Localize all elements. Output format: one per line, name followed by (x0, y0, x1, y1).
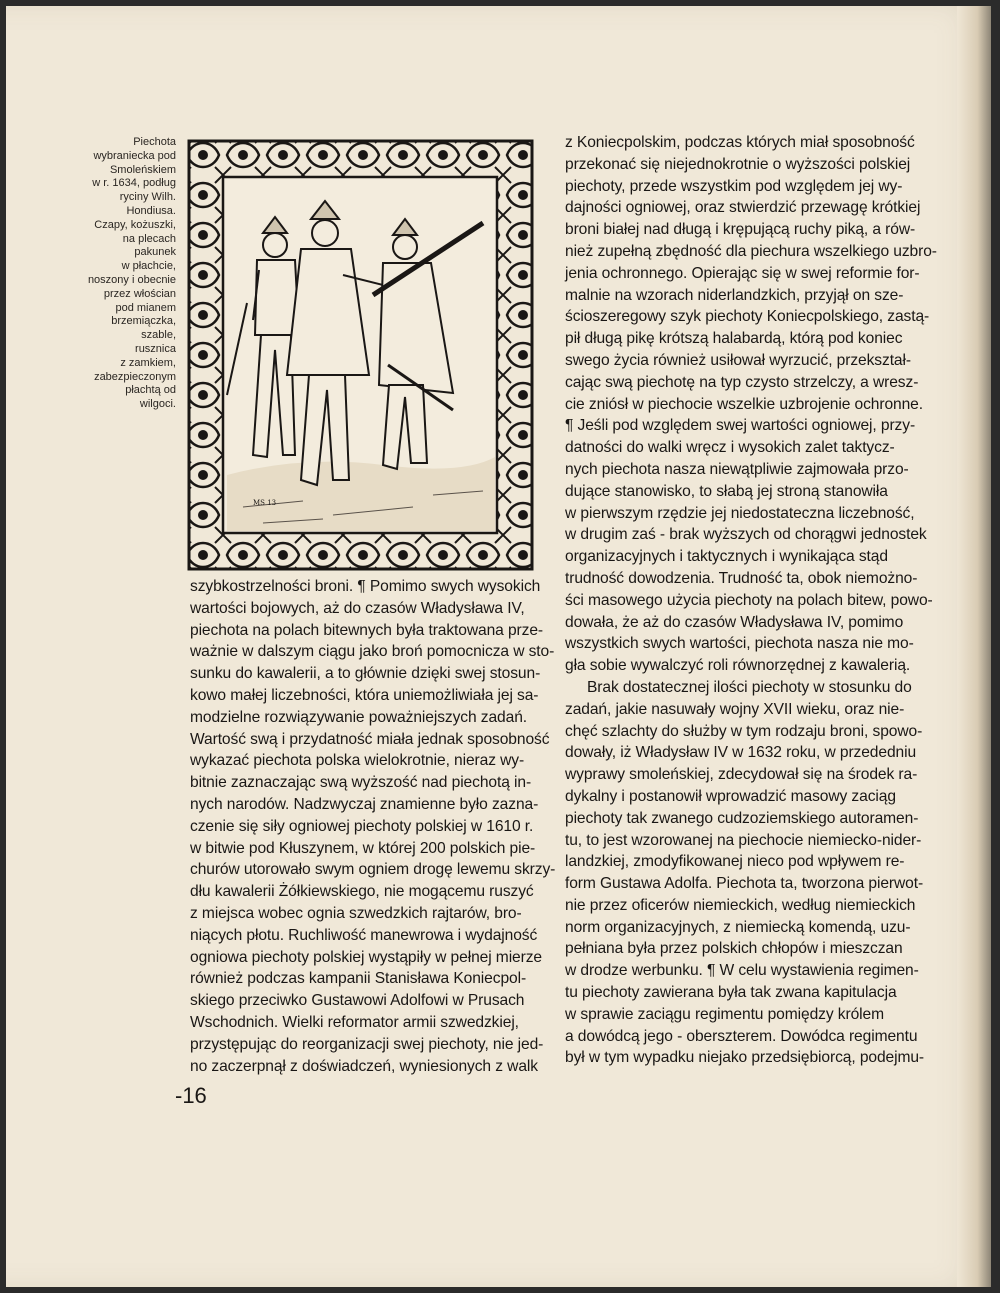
text-line: szybkostrzelności broni. ¶ Pomimo swych wysokich (190, 578, 541, 595)
text-line: w drodze werbunku. ¶ W celu wystawienia regimen- (565, 962, 919, 980)
text-line: dłu kawalerii Żółkiewskiego, nie mogącemu ruszyć (190, 883, 534, 901)
caption-line: płachtą od (125, 384, 176, 397)
caption-line: noszony i obecnie (87, 273, 176, 286)
figure-caption (62, 136, 176, 412)
text-line: ¶ Jeśli pod względem swej wartości ogniowej, przy- (565, 417, 916, 435)
text-line: sunku do kawalerii, a to głównie dzięki swej stosun- (190, 665, 541, 683)
caption-line: brzemiączka, (111, 315, 176, 328)
text-column-left (190, 576, 556, 1077)
text-line: landzkiej, zmodyfikowanej nieco pod wpływem re- (565, 853, 905, 871)
text-line: przekonać się niejednokrotnie o wyższości polskiej (565, 155, 911, 173)
page-number: -16 (175, 1083, 207, 1108)
text-line: norm organizacyjnych, z niemiecką komendą, uzu- (565, 918, 911, 936)
caption-line: wybraniecka pod (93, 149, 176, 162)
text-line: a dowódcą jego - oberszterem. Dowódca regimentu (565, 1027, 918, 1045)
text-line: w sprawie zaciągu regimentu pomiędzy królem (565, 1005, 884, 1023)
text-line: nych piechota nasza niewątpliwie zajmowała przo- (565, 460, 909, 478)
caption-line: ryciny Wilh. (119, 191, 176, 204)
caption-line: zabezpieczonym (94, 370, 176, 383)
text-line: jenia ochronnego. Opierając się w swej reformie for- (565, 264, 920, 282)
text-line: nie przez oficerów niemieckich, według niemieckich (565, 896, 916, 914)
text-line: piechoty, przede wszystkim pod względem jej wy- (565, 177, 903, 195)
text-line: nież zupełną zbędność dla piechura wszelkiego uzbro- (565, 242, 937, 260)
caption-line: w r. 1634, podług (92, 177, 176, 190)
text-line: ści masowego użycia piechoty na polach bitew, powo- (565, 591, 933, 609)
text-line: wykazać piechota polska wielokrotnie, nieraz wy- (190, 752, 525, 770)
text-line: w pierwszym rzędzie jej niedostateczna liczebność, (565, 504, 915, 522)
text-line: w drugim zaś - brak wyższych od chorągwi jednostek (565, 526, 927, 544)
caption-line: w płachcie, (121, 260, 176, 273)
text-line: organizacyjnych i taktycznych i wynikająca stąd (565, 548, 888, 566)
text-line: wartości bojowych, aż do czasów Władysława IV, (190, 599, 525, 617)
text-line: Wartość swą i przydatność miała jednak sposobność (190, 730, 550, 748)
caption-line: rusznica (135, 342, 176, 355)
caption-line: Piechota (133, 136, 176, 148)
text-line: bitnie zaznaczając swą wyższość nad piechotą in- (190, 774, 532, 792)
text-line: ścioszeregowy szyk piechoty Koniecpolskiego, zastą- (565, 308, 930, 326)
text-line: piechota na polach bitewnych była traktowana prze- (190, 621, 544, 639)
text-line: piechoty tak zwanego cudzoziemskiego autoramen- (565, 809, 919, 827)
text-column-right (565, 132, 937, 1069)
caption-line: pod mianem (115, 301, 176, 314)
caption-line: Hondiusa. (126, 204, 176, 217)
illustration-svg (183, 135, 538, 575)
caption-line: wilgoci. (139, 398, 176, 411)
caption-line: przez włościan (103, 287, 176, 300)
text-line: swego życia również usiłował wyrzucić, przekształ- (565, 351, 911, 369)
text-line: chęć szlachty do służby w tym rodzaju broni, spowo- (565, 722, 923, 740)
text-line: dujące stanowisko, to słabą jej stroną stanowiła (565, 482, 888, 500)
caption-line: na plecach (122, 232, 176, 245)
text-line: cając swą piechotę na typ czysto strzelczy, a wresz- (565, 373, 919, 391)
text-line: gła sobie wywalczyć roli równorzędnej z kawalerią. (565, 657, 911, 675)
text-line: dowały, iż Władysław IV w 1632 roku, w przededniu (565, 744, 917, 762)
text-line: form Gustawa Adolfa. Piechota ta, tworzona pierwot- (565, 875, 924, 893)
text-line: nych narodów. Nadzwyczaj znamienne było zazna- (190, 795, 539, 813)
text-line: pełniana była przez polskich chłopów i mieszczan (565, 940, 903, 958)
woodcut-illustration (183, 135, 538, 575)
caption-line: Smoleńskiem (109, 163, 176, 176)
text-line: pił długą pikę krótszą halabardą, którą pod koniec (565, 330, 903, 348)
text-line: modzielne rozwiązywanie poważniejszych zadań. (190, 708, 528, 726)
text-line: był w tym wypadku niejako przedsiębiorcą, podejmu- (565, 1049, 925, 1067)
text-line: cie zniósł w piechocie wszelkie uzbrojenie ochronne. (565, 395, 923, 413)
illustration-signature: MS 13 (253, 499, 277, 507)
caption-line: szable, (141, 329, 176, 342)
text-line: w bitwie pod Kłuszynem, w której 200 polskich pie- (190, 839, 536, 857)
text-line: churów utorowało swym ogniem drogę lewemu skrzy- (190, 861, 556, 879)
text-line: ogniowa piechoty polskiej wystąpiły w pełnej mierze (190, 948, 542, 966)
text-line: dykalny i postanowił wprowadzić masowy zaciąg (565, 787, 896, 805)
text-line: skiego przeciwko Gustawowi Adolfowi w Prusach (190, 992, 525, 1010)
text-line: dajności ogniowej, oraz stwierdzić przewagę krótkiej (565, 199, 921, 217)
text-line: również podczas kampanii Stanisława Koniecpol- (190, 970, 527, 988)
text-line: niących płotu. Ruchliwość manewrowa i wydajność (190, 926, 538, 944)
text-line: kowo małej liczebności, która uniemożliwiała jej sa- (190, 686, 539, 704)
text-line: tu piechoty zawierana była tak zwana kapitulacja (565, 984, 897, 1002)
text-line: Brak dostatecznej ilości piechoty w stosunku do (587, 678, 912, 696)
text-line: dowała, że aż do czasów Władysława IV, pomimo (565, 613, 904, 631)
page-gutter-shadow (957, 6, 991, 1287)
text-line: zadań, jakie nasuwały wojny XVII wieku, oraz nie- (565, 700, 905, 718)
text-line: z Koniecpolskim, podczas których miał sposobność (565, 134, 915, 151)
text-line: wszystkich swych wartości, piechota nasza nie mo- (565, 635, 914, 653)
text-line: przystępując do reorganizacji swej piechoty, nie jed- (190, 1035, 544, 1053)
text-line: wyprawy smoleńskiej, zdecydował się na środek ra- (565, 766, 918, 784)
text-line: broni białej nad długą i krępującą ruchy piką, a rów- (565, 221, 916, 239)
text-line: z miejsca wobec ognia szwedzkich rajtarów, bro- (190, 904, 522, 922)
text-line: no zaczerpnął z doświadczeń, wyniesionych z walk (190, 1057, 538, 1075)
caption-line: z zamkiem, (120, 356, 176, 369)
text-line: trudność dowodzenia. Trudność ta, obok niemożno- (565, 569, 918, 587)
caption-line: pakunek (134, 246, 176, 259)
text-line: tu, to jest wzorowanej na piechocie niemiecko-nider- (565, 831, 922, 849)
text-line: czenie się siły ogniowej piechoty polskiej w 1610 r. (190, 817, 534, 835)
text-line: Wschodnich. Wielki reformator armii szwedzkiej, (190, 1013, 519, 1031)
caption-line: Czapy, kożuszki, (94, 218, 176, 231)
text-line: datności do walki wręcz i wysokich zalet taktycz- (565, 439, 895, 457)
text-line: malnie na wzorach niderlandzkich, przyjął on sze- (565, 286, 904, 304)
text-line: ważnie w dalszym ciągu jako broń pomocnicza w sto- (190, 643, 555, 661)
